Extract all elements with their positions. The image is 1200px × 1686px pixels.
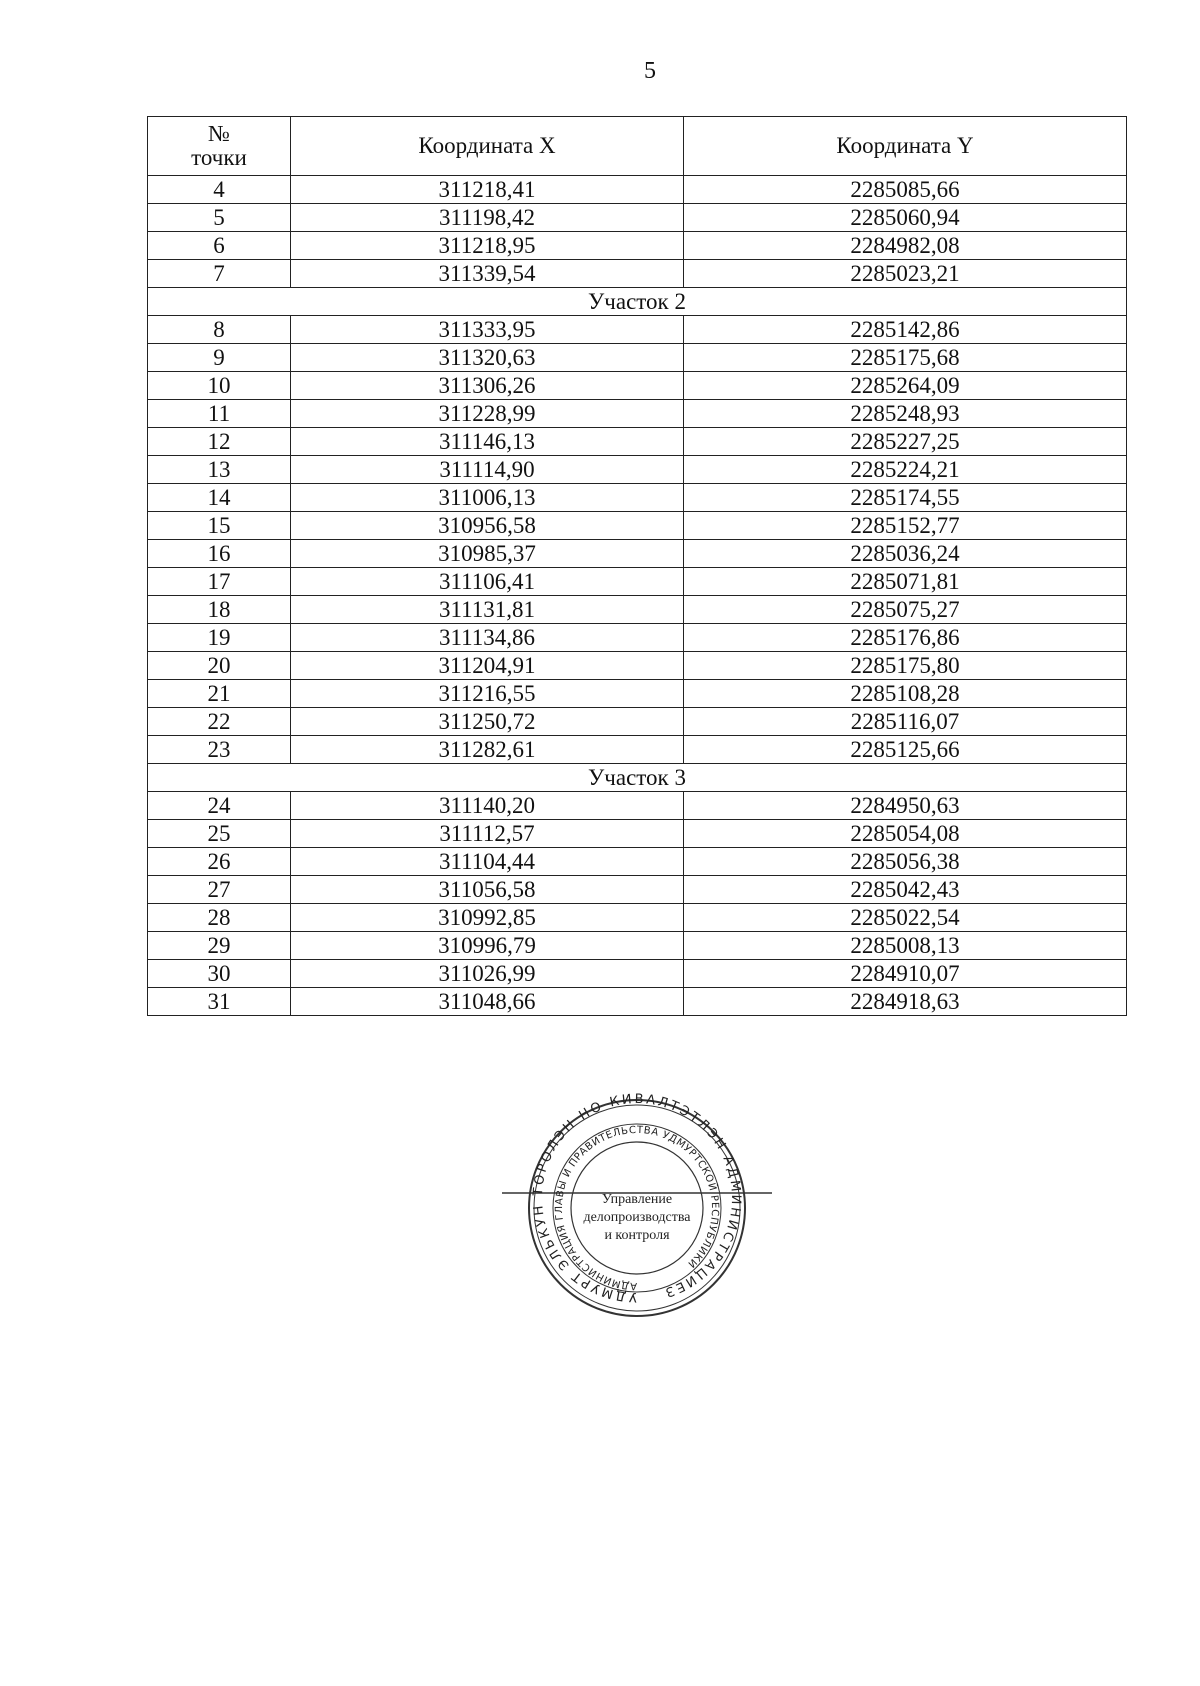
coord-x-cell: 311106,41	[291, 568, 684, 596]
point-number-cell: 21	[148, 680, 291, 708]
table-row	[148, 540, 1127, 568]
coord-x-cell: 311134,86	[291, 624, 684, 652]
official-seal	[502, 1093, 772, 1323]
coord-x-cell: 311282,61	[291, 736, 684, 764]
coord-y-cell: 2284918,63	[684, 988, 1127, 1016]
point-number-cell: 26	[148, 848, 291, 876]
point-number-cell: 12	[148, 428, 291, 456]
coord-x-cell: 311320,63	[291, 344, 684, 372]
coord-x-cell: 311006,13	[291, 484, 684, 512]
point-number-cell: 7	[148, 260, 291, 288]
coord-x-cell: 311339,54	[291, 260, 684, 288]
coord-x-cell: 311228,99	[291, 400, 684, 428]
point-number-cell: 27	[148, 876, 291, 904]
point-number-cell: 14	[148, 484, 291, 512]
coord-y-cell: 2285085,66	[684, 176, 1127, 204]
coord-x-cell: 311218,41	[291, 176, 684, 204]
table-row	[148, 624, 1127, 652]
point-number-cell: 6	[148, 232, 291, 260]
coord-y-cell: 2285056,38	[684, 848, 1127, 876]
coord-y-cell: 2285224,21	[684, 456, 1127, 484]
coord-x-cell: 311026,99	[291, 960, 684, 988]
coord-x-cell: 311198,42	[291, 204, 684, 232]
coord-x-cell: 311104,44	[291, 848, 684, 876]
coord-x-cell: 311306,26	[291, 372, 684, 400]
table-row	[148, 372, 1127, 400]
seal-ring-text: АДМИНИСТРАЦИЯ ГЛАВЫ И ПРАВИТЕЛЬСТВА УДМУРТСКОЙ РЕСПУБЛИКИ	[553, 1124, 721, 1292]
coord-y-cell: 2284910,07	[684, 960, 1127, 988]
coord-x-cell: 310985,37	[291, 540, 684, 568]
table-row	[148, 792, 1127, 820]
table-row	[148, 876, 1127, 904]
coord-x-cell: 311048,66	[291, 988, 684, 1016]
coord-x-cell: 311218,95	[291, 232, 684, 260]
header-coord-x: Координата X	[291, 117, 684, 176]
coord-y-cell: 2285125,66	[684, 736, 1127, 764]
coord-y-cell: 2285264,09	[684, 372, 1127, 400]
point-number-cell: 15	[148, 512, 291, 540]
header-point-number	[148, 117, 291, 176]
seal-center-line-3: и контроля	[604, 1228, 670, 1243]
table-row	[148, 904, 1127, 932]
seal-outer-text: УДМУРТ ЭЛЬКУН ТОРОЛЭН НО КИВАЛТЭТЛЭН АДМИНИСТРАЦИЕЗ	[530, 1093, 744, 1305]
coord-y-cell: 2285036,24	[684, 540, 1127, 568]
coord-x-cell: 311056,58	[291, 876, 684, 904]
coord-x-cell: 311216,55	[291, 680, 684, 708]
table-row	[148, 596, 1127, 624]
table-row	[148, 344, 1127, 372]
table-row	[148, 512, 1127, 540]
point-number-cell: 10	[148, 372, 291, 400]
header-coord-y: Координата Y	[684, 117, 1127, 176]
point-number-cell: 4	[148, 176, 291, 204]
coord-y-cell: 2285175,68	[684, 344, 1127, 372]
coord-x-cell: 311112,57	[291, 820, 684, 848]
point-number-cell: 24	[148, 792, 291, 820]
table-row	[148, 260, 1127, 288]
table-row	[148, 484, 1127, 512]
table-row	[148, 820, 1127, 848]
coord-y-cell: 2284982,08	[684, 232, 1127, 260]
point-number-cell: 20	[148, 652, 291, 680]
point-number-cell: 25	[148, 820, 291, 848]
coord-y-cell: 2285176,86	[684, 624, 1127, 652]
coord-x-cell: 311114,90	[291, 456, 684, 484]
coord-x-cell: 311250,72	[291, 708, 684, 736]
svg-text:АДМИНИСТРАЦИЯ ГЛАВЫ И ПРАВИТЕЛ	[554, 1125, 720, 1291]
point-number-cell: 16	[148, 540, 291, 568]
table-row	[148, 568, 1127, 596]
coord-y-cell: 2285075,27	[684, 596, 1127, 624]
table-row	[148, 960, 1127, 988]
table-row	[148, 988, 1127, 1016]
coord-x-cell: 310996,79	[291, 932, 684, 960]
point-number-cell: 9	[148, 344, 291, 372]
table-row	[148, 932, 1127, 960]
point-number-cell: 23	[148, 736, 291, 764]
coord-y-cell: 2285175,80	[684, 652, 1127, 680]
table-row	[148, 848, 1127, 876]
table-row	[148, 736, 1127, 764]
section-label: Участок 2	[148, 288, 1127, 316]
section-row	[148, 288, 1127, 316]
coord-y-cell: 2285152,77	[684, 512, 1127, 540]
table-row	[148, 680, 1127, 708]
coordinates-table	[147, 116, 1127, 1016]
coord-y-cell: 2284950,63	[684, 792, 1127, 820]
table-row	[148, 428, 1127, 456]
coord-y-cell: 2285054,08	[684, 820, 1127, 848]
section-row	[148, 764, 1127, 792]
table-row	[148, 316, 1127, 344]
table-row	[148, 456, 1127, 484]
table-row	[148, 652, 1127, 680]
coord-x-cell: 311131,81	[291, 596, 684, 624]
coord-x-cell: 311333,95	[291, 316, 684, 344]
point-number-cell: 31	[148, 988, 291, 1016]
table-row	[148, 708, 1127, 736]
point-number-cell: 19	[148, 624, 291, 652]
coord-y-cell: 2285042,43	[684, 876, 1127, 904]
header-point-number-symbol: №	[208, 121, 230, 146]
point-number-cell: 22	[148, 708, 291, 736]
table-row	[148, 400, 1127, 428]
coord-x-cell: 311204,91	[291, 652, 684, 680]
point-number-cell: 5	[148, 204, 291, 232]
coord-y-cell: 2285060,94	[684, 204, 1127, 232]
header-point-number-sub: точки	[191, 145, 247, 170]
coord-y-cell: 2285071,81	[684, 568, 1127, 596]
coord-y-cell: 2285008,13	[684, 932, 1127, 960]
page-number: 5	[644, 58, 656, 84]
point-number-cell: 13	[148, 456, 291, 484]
coord-x-cell: 311140,20	[291, 792, 684, 820]
point-number-cell: 28	[148, 904, 291, 932]
point-number-cell: 8	[148, 316, 291, 344]
section-label: Участок 3	[148, 764, 1127, 792]
coord-y-cell: 2285108,28	[684, 680, 1127, 708]
coord-y-cell: 2285022,54	[684, 904, 1127, 932]
coord-y-cell: 2285174,55	[684, 484, 1127, 512]
coord-y-cell: 2285227,25	[684, 428, 1127, 456]
coord-x-cell: 311146,13	[291, 428, 684, 456]
point-number-cell: 30	[148, 960, 291, 988]
point-number-cell: 29	[148, 932, 291, 960]
table-header-row	[148, 117, 1127, 176]
table-row	[148, 232, 1127, 260]
coord-y-cell: 2285142,86	[684, 316, 1127, 344]
point-number-cell: 17	[148, 568, 291, 596]
table-row	[148, 204, 1127, 232]
coord-y-cell: 2285023,21	[684, 260, 1127, 288]
seal-center-line-2: делопроизводства	[583, 1210, 691, 1225]
coord-x-cell: 310992,85	[291, 904, 684, 932]
coord-x-cell: 310956,58	[291, 512, 684, 540]
table-row	[148, 176, 1127, 204]
point-number-cell: 18	[148, 596, 291, 624]
point-number-cell: 11	[148, 400, 291, 428]
seal-center-line-1: Управление	[601, 1192, 673, 1207]
coord-y-cell: 2285116,07	[684, 708, 1127, 736]
coord-y-cell: 2285248,93	[684, 400, 1127, 428]
